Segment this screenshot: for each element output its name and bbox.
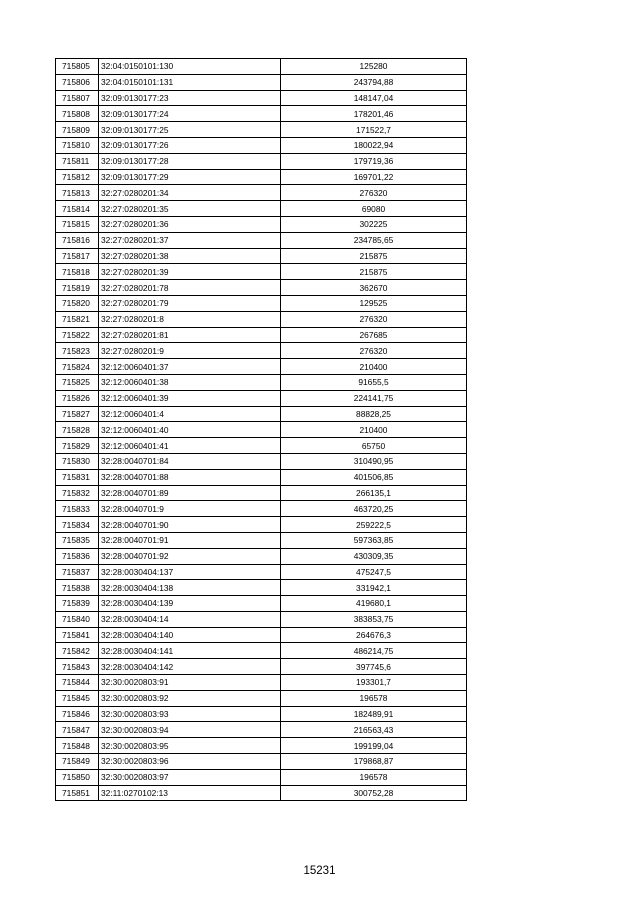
table-row bbox=[56, 532, 467, 548]
table-row bbox=[56, 485, 467, 501]
row-id-cell: 715823 bbox=[56, 343, 99, 359]
table-row bbox=[56, 738, 467, 754]
row-id-cell: 715831 bbox=[56, 469, 99, 485]
value-cell: 276320 bbox=[281, 343, 467, 359]
value-cell: 129525 bbox=[281, 295, 467, 311]
cadastral-number-cell: 32:28:0030404:141 bbox=[99, 643, 281, 659]
row-id-cell: 715829 bbox=[56, 438, 99, 454]
cadastral-number-cell: 32:28:0030404:140 bbox=[99, 627, 281, 643]
value-cell: 266135,1 bbox=[281, 485, 467, 501]
value-cell: 276320 bbox=[281, 185, 467, 201]
row-id-cell: 715817 bbox=[56, 248, 99, 264]
value-cell: 300752,28 bbox=[281, 785, 467, 801]
table-row bbox=[56, 517, 467, 533]
table-row bbox=[56, 722, 467, 738]
page-number: 15231 bbox=[303, 865, 336, 877]
cadastral-number-cell: 32:27:0280201:38 bbox=[99, 248, 281, 264]
value-cell: 216563,43 bbox=[281, 722, 467, 738]
row-id-cell: 715834 bbox=[56, 517, 99, 533]
table-row bbox=[56, 74, 467, 90]
cadastral-number-cell: 32:30:0020803:91 bbox=[99, 675, 281, 691]
value-cell: 210400 bbox=[281, 359, 467, 375]
table-row bbox=[56, 627, 467, 643]
cadastral-number-cell: 32:30:0020803:97 bbox=[99, 769, 281, 785]
table-row bbox=[56, 769, 467, 785]
cadastral-number-cell: 32:11:0270102:13 bbox=[99, 785, 281, 801]
table-row bbox=[56, 706, 467, 722]
value-cell: 243794,88 bbox=[281, 74, 467, 90]
row-id-cell: 715845 bbox=[56, 690, 99, 706]
cadastral-number-cell: 32:28:0040701:88 bbox=[99, 469, 281, 485]
value-cell: 179868,87 bbox=[281, 754, 467, 770]
cadastral-number-cell: 32:30:0020803:96 bbox=[99, 754, 281, 770]
cadastral-number-cell: 32:27:0280201:78 bbox=[99, 280, 281, 296]
row-id-cell: 715808 bbox=[56, 106, 99, 122]
cadastral-number-cell: 32:28:0040701:9 bbox=[99, 501, 281, 517]
table-row bbox=[56, 201, 467, 217]
cadastral-number-cell: 32:27:0280201:37 bbox=[99, 232, 281, 248]
table-row bbox=[56, 548, 467, 564]
value-cell: 259222,5 bbox=[281, 517, 467, 533]
table-row bbox=[56, 232, 467, 248]
row-id-cell: 715819 bbox=[56, 280, 99, 296]
value-cell: 362670 bbox=[281, 280, 467, 296]
cadastral-number-cell: 32:27:0280201:8 bbox=[99, 311, 281, 327]
table-row bbox=[56, 264, 467, 280]
row-id-cell: 715807 bbox=[56, 90, 99, 106]
row-id-cell: 715837 bbox=[56, 564, 99, 580]
value-cell: 430309,35 bbox=[281, 548, 467, 564]
table-row bbox=[56, 406, 467, 422]
row-id-cell: 715846 bbox=[56, 706, 99, 722]
table-row bbox=[56, 501, 467, 517]
row-id-cell: 715830 bbox=[56, 453, 99, 469]
cadastral-number-cell: 32:12:0060401:39 bbox=[99, 390, 281, 406]
cadastral-number-cell: 32:09:0130177:28 bbox=[99, 153, 281, 169]
cadastral-number-cell: 32:28:0030404:137 bbox=[99, 564, 281, 580]
table-row bbox=[56, 785, 467, 801]
value-cell: 199199,04 bbox=[281, 738, 467, 754]
row-id-cell: 715821 bbox=[56, 311, 99, 327]
cadastral-number-cell: 32:28:0040701:84 bbox=[99, 453, 281, 469]
row-id-cell: 715839 bbox=[56, 596, 99, 612]
table-row bbox=[56, 311, 467, 327]
table-row bbox=[56, 216, 467, 232]
value-cell: 331942,1 bbox=[281, 580, 467, 596]
table-row bbox=[56, 106, 467, 122]
row-id-cell: 715814 bbox=[56, 201, 99, 217]
table-row bbox=[56, 359, 467, 375]
table-row bbox=[56, 374, 467, 390]
table-row bbox=[56, 295, 467, 311]
table-body bbox=[56, 59, 467, 801]
cadastral-number-cell: 32:28:0030404:139 bbox=[99, 596, 281, 612]
table-row bbox=[56, 438, 467, 454]
value-cell: 125280 bbox=[281, 59, 467, 75]
table-row bbox=[56, 580, 467, 596]
table-row bbox=[56, 596, 467, 612]
cadastral-number-cell: 32:09:0130177:26 bbox=[99, 137, 281, 153]
cadastral-number-cell: 32:30:0020803:93 bbox=[99, 706, 281, 722]
row-id-cell: 715843 bbox=[56, 659, 99, 675]
row-id-cell: 715809 bbox=[56, 122, 99, 138]
row-id-cell: 715841 bbox=[56, 627, 99, 643]
cadastral-number-cell: 32:04:0150101:130 bbox=[99, 59, 281, 75]
cadastral-number-cell: 32:27:0280201:34 bbox=[99, 185, 281, 201]
row-id-cell: 715822 bbox=[56, 327, 99, 343]
row-id-cell: 715847 bbox=[56, 722, 99, 738]
table-row bbox=[56, 422, 467, 438]
cadastral-number-cell: 32:27:0280201:9 bbox=[99, 343, 281, 359]
row-id-cell: 715840 bbox=[56, 611, 99, 627]
cadastral-number-cell: 32:09:0130177:25 bbox=[99, 122, 281, 138]
value-cell: 69080 bbox=[281, 201, 467, 217]
table-row bbox=[56, 754, 467, 770]
value-cell: 486214,75 bbox=[281, 643, 467, 659]
cadastral-number-cell: 32:09:0130177:23 bbox=[99, 90, 281, 106]
cadastral-number-cell: 32:28:0030404:14 bbox=[99, 611, 281, 627]
row-id-cell: 715827 bbox=[56, 406, 99, 422]
row-id-cell: 715820 bbox=[56, 295, 99, 311]
row-id-cell: 715825 bbox=[56, 374, 99, 390]
table-row bbox=[56, 643, 467, 659]
row-id-cell: 715815 bbox=[56, 216, 99, 232]
row-id-cell: 715818 bbox=[56, 264, 99, 280]
cadastral-number-cell: 32:30:0020803:95 bbox=[99, 738, 281, 754]
cadastral-number-cell: 32:27:0280201:36 bbox=[99, 216, 281, 232]
cadastral-number-cell: 32:27:0280201:81 bbox=[99, 327, 281, 343]
value-cell: 401506,85 bbox=[281, 469, 467, 485]
cadastral-number-cell: 32:28:0040701:91 bbox=[99, 532, 281, 548]
value-cell: 196578 bbox=[281, 769, 467, 785]
value-cell: 171522,7 bbox=[281, 122, 467, 138]
cadastral-number-cell: 32:28:0040701:92 bbox=[99, 548, 281, 564]
cadastral-number-cell: 32:12:0060401:41 bbox=[99, 438, 281, 454]
table-row bbox=[56, 659, 467, 675]
table-row bbox=[56, 390, 467, 406]
value-cell: 234785,65 bbox=[281, 232, 467, 248]
value-cell: 224141,75 bbox=[281, 390, 467, 406]
value-cell: 597363,85 bbox=[281, 532, 467, 548]
value-cell: 182489,91 bbox=[281, 706, 467, 722]
row-id-cell: 715812 bbox=[56, 169, 99, 185]
cadastral-number-cell: 32:30:0020803:92 bbox=[99, 690, 281, 706]
row-id-cell: 715826 bbox=[56, 390, 99, 406]
value-cell: 419680,1 bbox=[281, 596, 467, 612]
cadastral-number-cell: 32:28:0030404:138 bbox=[99, 580, 281, 596]
cadastral-number-cell: 32:27:0280201:35 bbox=[99, 201, 281, 217]
table-row bbox=[56, 248, 467, 264]
table-row bbox=[56, 153, 467, 169]
row-id-cell: 715836 bbox=[56, 548, 99, 564]
value-cell: 91655,5 bbox=[281, 374, 467, 390]
cadastral-number-cell: 32:12:0060401:38 bbox=[99, 374, 281, 390]
table-row bbox=[56, 453, 467, 469]
value-cell: 88828,25 bbox=[281, 406, 467, 422]
value-cell: 196578 bbox=[281, 690, 467, 706]
value-cell: 193301,7 bbox=[281, 675, 467, 691]
row-id-cell: 715810 bbox=[56, 137, 99, 153]
value-cell: 383853,75 bbox=[281, 611, 467, 627]
table-row bbox=[56, 59, 467, 75]
table-row bbox=[56, 185, 467, 201]
table-row bbox=[56, 169, 467, 185]
row-id-cell: 715813 bbox=[56, 185, 99, 201]
value-cell: 179719,36 bbox=[281, 153, 467, 169]
cadastral-number-cell: 32:09:0130177:29 bbox=[99, 169, 281, 185]
value-cell: 302225 bbox=[281, 216, 467, 232]
table-row bbox=[56, 690, 467, 706]
cadastral-number-cell: 32:30:0020803:94 bbox=[99, 722, 281, 738]
table-row bbox=[56, 469, 467, 485]
value-cell: 215875 bbox=[281, 264, 467, 280]
row-id-cell: 715816 bbox=[56, 232, 99, 248]
row-id-cell: 715811 bbox=[56, 153, 99, 169]
row-id-cell: 715833 bbox=[56, 501, 99, 517]
row-id-cell: 715842 bbox=[56, 643, 99, 659]
cadastral-number-cell: 32:28:0030404:142 bbox=[99, 659, 281, 675]
row-id-cell: 715849 bbox=[56, 754, 99, 770]
cadastral-value-table bbox=[55, 58, 467, 801]
table-row bbox=[56, 280, 467, 296]
table-row bbox=[56, 564, 467, 580]
value-cell: 210400 bbox=[281, 422, 467, 438]
row-id-cell: 715838 bbox=[56, 580, 99, 596]
value-cell: 276320 bbox=[281, 311, 467, 327]
table-row bbox=[56, 90, 467, 106]
cadastral-number-cell: 32:09:0130177:24 bbox=[99, 106, 281, 122]
value-cell: 148147,04 bbox=[281, 90, 467, 106]
row-id-cell: 715824 bbox=[56, 359, 99, 375]
row-id-cell: 715848 bbox=[56, 738, 99, 754]
value-cell: 178201,46 bbox=[281, 106, 467, 122]
value-cell: 65750 bbox=[281, 438, 467, 454]
row-id-cell: 715851 bbox=[56, 785, 99, 801]
value-cell: 397745,6 bbox=[281, 659, 467, 675]
value-cell: 264676,3 bbox=[281, 627, 467, 643]
value-cell: 180022,94 bbox=[281, 137, 467, 153]
row-id-cell: 715806 bbox=[56, 74, 99, 90]
table-row bbox=[56, 675, 467, 691]
cadastral-number-cell: 32:12:0060401:4 bbox=[99, 406, 281, 422]
row-id-cell: 715844 bbox=[56, 675, 99, 691]
row-id-cell: 715850 bbox=[56, 769, 99, 785]
value-cell: 169701,22 bbox=[281, 169, 467, 185]
value-cell: 463720,25 bbox=[281, 501, 467, 517]
cadastral-number-cell: 32:27:0280201:79 bbox=[99, 295, 281, 311]
value-cell: 310490,95 bbox=[281, 453, 467, 469]
row-id-cell: 715832 bbox=[56, 485, 99, 501]
table-row bbox=[56, 122, 467, 138]
cadastral-number-cell: 32:12:0060401:40 bbox=[99, 422, 281, 438]
table-row bbox=[56, 327, 467, 343]
value-cell: 475247,5 bbox=[281, 564, 467, 580]
value-cell: 215875 bbox=[281, 248, 467, 264]
table-row bbox=[56, 137, 467, 153]
row-id-cell: 715828 bbox=[56, 422, 99, 438]
table-row bbox=[56, 611, 467, 627]
value-cell: 267685 bbox=[281, 327, 467, 343]
cadastral-number-cell: 32:27:0280201:39 bbox=[99, 264, 281, 280]
row-id-cell: 715805 bbox=[56, 59, 99, 75]
table-row bbox=[56, 343, 467, 359]
cadastral-number-cell: 32:04:0150101:131 bbox=[99, 74, 281, 90]
row-id-cell: 715835 bbox=[56, 532, 99, 548]
cadastral-number-cell: 32:28:0040701:89 bbox=[99, 485, 281, 501]
cadastral-number-cell: 32:28:0040701:90 bbox=[99, 517, 281, 533]
cadastral-number-cell: 32:12:0060401:37 bbox=[99, 359, 281, 375]
